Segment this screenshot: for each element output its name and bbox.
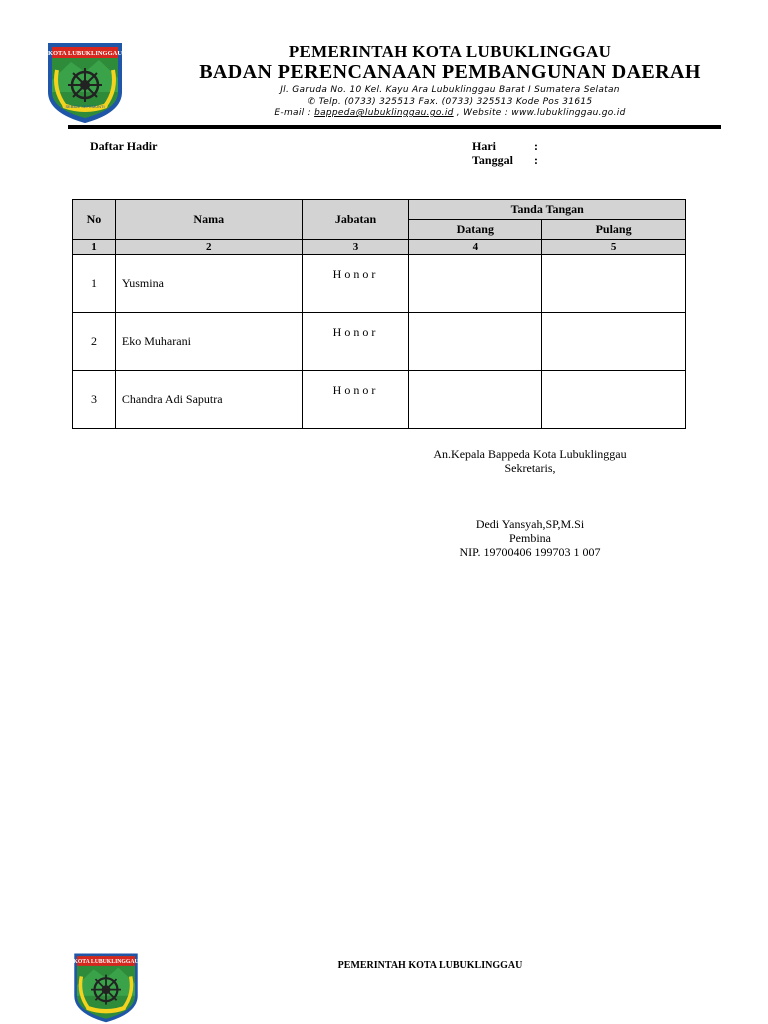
row-no: 3 (73, 371, 116, 429)
letterhead-agency-name: BADAN PERENCANAAN PEMBANGUNAN DAERAH (199, 61, 701, 83)
column-number: 1 (73, 240, 116, 255)
letterhead-contact (130, 108, 768, 118)
row-jabatan: Honor (302, 371, 409, 429)
footer-government-name: PEMERINTAH KOTA LUBUKLINGGAU (337, 960, 523, 971)
table-row (73, 255, 686, 313)
day-label: Hari (472, 139, 496, 153)
form-title: Daftar Hadir (90, 139, 158, 153)
row-sign-pulang[interactable] (542, 255, 686, 313)
table-row (73, 313, 686, 371)
row-nama: Yusmina (115, 255, 302, 313)
column-number: 2 (115, 240, 302, 255)
logo-caption: KOTA LUBUKLINGGAU (73, 959, 139, 966)
column-number: 3 (302, 240, 409, 255)
letterhead-address: Jl. Garuda No. 10 Kel. Kayu Ara Lubuklinggau Barat I Sumatera Selatan (280, 85, 620, 95)
row-no: 2 (73, 313, 116, 371)
letterhead-phone: ✆ Telp. (0733) 325513 Fax. (0733) 325513 Kode Pos 31615 (307, 97, 593, 107)
header-no: No (73, 200, 116, 240)
row-no: 1 (73, 255, 116, 313)
header-pulang: Pulang (542, 220, 686, 240)
row-jabatan: Honor (302, 255, 409, 313)
row-sign-pulang[interactable] (542, 313, 686, 371)
email-prefix: E-mail : (274, 108, 315, 118)
header-tanda-tangan: Tanda Tangan (409, 200, 686, 220)
logo-caption: KOTA LUBUKLINGGAU (47, 50, 123, 57)
city-emblem-logo-footer (68, 950, 144, 1024)
row-sign-datang[interactable] (409, 313, 542, 371)
day-colon: : (534, 139, 538, 153)
row-nama: Chandra Adi Saputra (115, 371, 302, 429)
header-datang: Datang (409, 220, 542, 240)
logo-motto: SEBIDE SEPEMUNTI (65, 104, 105, 109)
row-sign-datang[interactable] (409, 255, 542, 313)
signatory-rank: Pembina (509, 531, 551, 545)
header-jabatan: Jabatan (302, 200, 409, 240)
header-nama: Nama (115, 200, 302, 240)
row-nama: Eko Muharani (115, 313, 302, 371)
table-row (73, 371, 686, 429)
attendance-table (72, 199, 686, 429)
letterhead-divider (68, 125, 721, 129)
column-number: 4 (409, 240, 542, 255)
city-emblem-logo (43, 40, 127, 124)
date-colon: : (534, 153, 538, 167)
letterhead-government-name: PEMERINTAH KOTA LUBUKLINGGAU (288, 42, 612, 61)
website-text: , Website : www.lubuklinggau.go.id (453, 108, 626, 118)
signatory-nip: NIP. 19700406 199703 1 007 (459, 545, 601, 559)
column-number: 5 (542, 240, 686, 255)
signatory-name: Dedi Yansyah,SP,M.Si (475, 517, 585, 531)
signatory-title: An.Kepala Bappeda Kota Lubuklinggau (433, 447, 627, 461)
date-label: Tanggal (472, 153, 513, 167)
row-sign-pulang[interactable] (542, 371, 686, 429)
email-link[interactable]: bappeda@lubuklinggau.go.id (314, 108, 454, 118)
row-jabatan: Honor (302, 313, 409, 371)
row-sign-datang[interactable] (409, 371, 542, 429)
signatory-position: Sekretaris, (504, 461, 556, 475)
